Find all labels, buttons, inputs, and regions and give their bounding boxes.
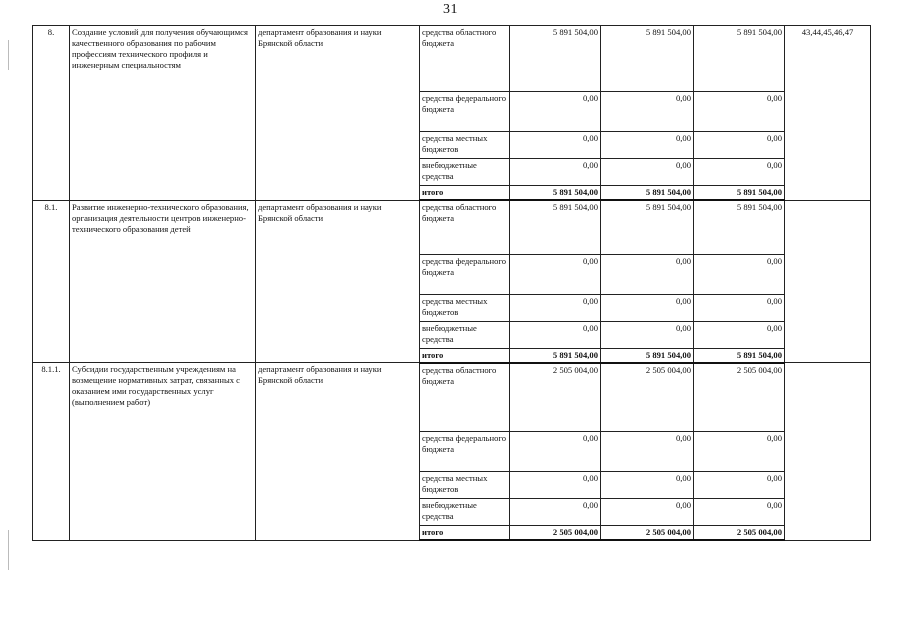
funding-source: внебюджетные средства: [420, 159, 510, 186]
amount-cell: 0,00: [510, 92, 601, 132]
executor-name: департамент образования и науки Брянской области: [256, 26, 420, 201]
table-row: [33, 200, 871, 254]
amount-cell: 0,00: [510, 254, 601, 294]
amount-cell: 0,00: [694, 132, 785, 159]
scan-artifact-line: [8, 530, 9, 570]
measure-name: Развитие инженерно-технического образования, организация деятельности центров инженерно-технического образования детей: [70, 200, 256, 363]
amount-cell: 2 505 004,00: [694, 363, 785, 432]
executor-name: департамент образования и науки Брянской области: [256, 200, 420, 363]
funding-source: итого: [420, 186, 510, 201]
amount-cell: 0,00: [694, 159, 785, 186]
amount-cell: 0,00: [601, 159, 694, 186]
funding-source: средства местных бюджетов: [420, 294, 510, 321]
amount-cell: 5 891 504,00: [694, 348, 785, 363]
amount-cell: 0,00: [601, 321, 694, 348]
amount-cell: 2 505 004,00: [510, 363, 601, 432]
amount-cell: 0,00: [694, 254, 785, 294]
section-number: 8.1.1.: [33, 363, 70, 541]
amount-cell: 5 891 504,00: [510, 186, 601, 201]
amount-cell: 0,00: [510, 321, 601, 348]
executor-name: департамент образования и науки Брянской области: [256, 363, 420, 541]
amount-cell: 0,00: [694, 321, 785, 348]
funding-source: средства местных бюджетов: [420, 132, 510, 159]
measure-name: Создание условий для получения обучающимся качественного образования по рабочим профессиям технического профиля и инженерным специальностям: [70, 26, 256, 201]
amount-cell: 5 891 504,00: [601, 348, 694, 363]
amount-cell: 2 505 004,00: [601, 526, 694, 541]
amount-cell: 5 891 504,00: [601, 200, 694, 254]
section-number: 8.: [33, 26, 70, 201]
amount-cell: 0,00: [601, 472, 694, 499]
funding-source: средства областного бюджета: [420, 26, 510, 92]
funding-source: средства федерального бюджета: [420, 432, 510, 472]
amount-cell: 0,00: [694, 499, 785, 526]
amount-cell: 0,00: [510, 432, 601, 472]
amount-cell: 2 505 004,00: [694, 526, 785, 541]
funding-source: средства областного бюджета: [420, 363, 510, 432]
amount-cell: 5 891 504,00: [694, 26, 785, 92]
amount-cell: 0,00: [601, 499, 694, 526]
section-number: 8.1.: [33, 200, 70, 363]
amount-cell: 5 891 504,00: [694, 200, 785, 254]
amount-cell: 0,00: [601, 254, 694, 294]
amount-cell: 5 891 504,00: [510, 200, 601, 254]
funding-source: внебюджетные средства: [420, 499, 510, 526]
measure-name: Субсидии государственным учреждениям на возмещение нормативных затрат, связанных с оказанием ими государственных услуг (выполнением работ): [70, 363, 256, 541]
funding-source: итого: [420, 526, 510, 541]
funding-source: средства федерального бюджета: [420, 92, 510, 132]
indicator-numbers: 43,44,45,46,47: [785, 26, 871, 201]
amount-cell: 0,00: [510, 294, 601, 321]
amount-cell: 0,00: [601, 432, 694, 472]
amount-cell: 2 505 004,00: [601, 363, 694, 432]
program-budget-table: [32, 25, 871, 541]
amount-cell: 0,00: [510, 499, 601, 526]
amount-cell: 0,00: [694, 294, 785, 321]
amount-cell: 0,00: [694, 432, 785, 472]
amount-cell: 0,00: [510, 159, 601, 186]
amount-cell: 0,00: [510, 472, 601, 499]
funding-source: средства местных бюджетов: [420, 472, 510, 499]
funding-source: итого: [420, 348, 510, 363]
funding-source: внебюджетные средства: [420, 321, 510, 348]
amount-cell: 5 891 504,00: [601, 186, 694, 201]
funding-source: средства областного бюджета: [420, 200, 510, 254]
amount-cell: 5 891 504,00: [510, 26, 601, 92]
amount-cell: 5 891 504,00: [601, 26, 694, 92]
amount-cell: 0,00: [510, 132, 601, 159]
amount-cell: 0,00: [694, 92, 785, 132]
page-number: 31: [443, 2, 458, 17]
amount-cell: 2 505 004,00: [510, 526, 601, 541]
indicator-numbers: [785, 363, 871, 541]
amount-cell: 0,00: [694, 472, 785, 499]
amount-cell: 5 891 504,00: [694, 186, 785, 201]
amount-cell: 0,00: [601, 294, 694, 321]
indicator-numbers: [785, 200, 871, 363]
amount-cell: 0,00: [601, 92, 694, 132]
amount-cell: 0,00: [601, 132, 694, 159]
scan-artifact-line: [8, 40, 9, 70]
table-row: [33, 26, 871, 92]
amount-cell: 5 891 504,00: [510, 348, 601, 363]
table-row: [33, 363, 871, 432]
funding-source: средства федерального бюджета: [420, 254, 510, 294]
